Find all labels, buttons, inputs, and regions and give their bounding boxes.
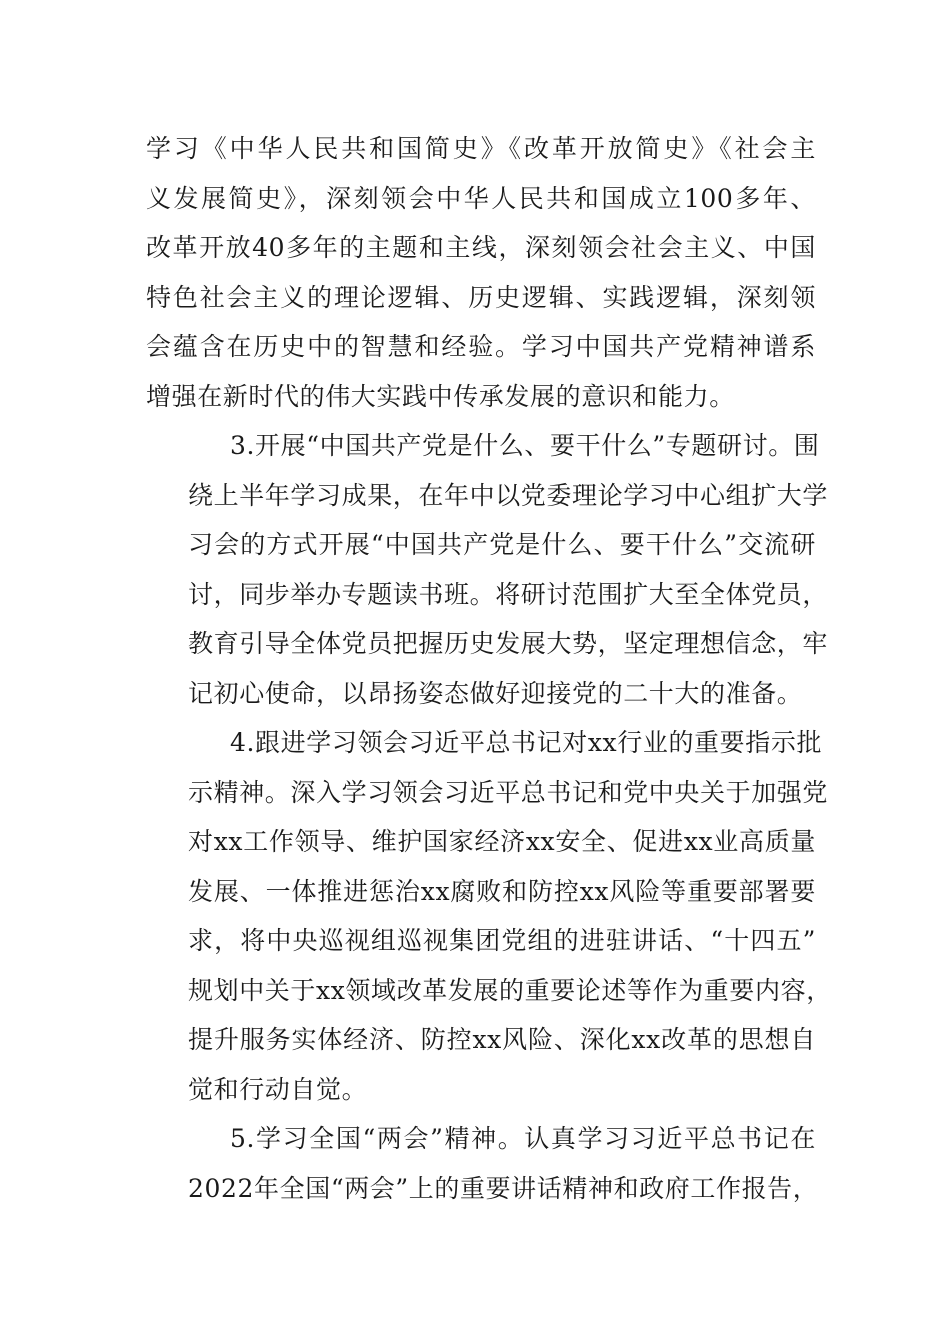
text-line: 2022年全国“两会”上的重要讲话精神和政府工作报告， xyxy=(188,1173,819,1203)
text-line: 示精神。深入学习领会习近平总书记和党中央关于加强党 xyxy=(188,777,829,807)
text-line: 3.开展“中国共产党是什么、要干什么”专题研讨。围 xyxy=(230,431,820,460)
text-line: 4.跟进学习领会习近平总书记对xx行业的重要指示批 xyxy=(230,728,823,757)
text-line: 求，将中央巡视组巡视集团党组的进驻讲话、“十四五” xyxy=(188,926,816,955)
text-line: 改革开放40多年的主题和主线，深刻领会社会主义、中国 xyxy=(146,233,816,262)
text-line: 讨，同步举办专题读书班。将研讨范围扩大至全体党员， xyxy=(188,579,829,609)
text-line: 习会的方式开展“中国共产党是什么、要干什么”交流研 xyxy=(188,530,816,559)
text-line: 绕上半年学习成果，在年中以党委理论学习中心组扩大学 xyxy=(188,480,829,510)
text-line: 会蕴含在历史中的智慧和经验。学习中国共产党精神谱系 xyxy=(146,332,816,361)
paragraph-1 xyxy=(146,124,816,421)
text-line: 教育引导全体党员把握历史发展大势，坚定理想信念，牢 xyxy=(188,629,829,658)
text-line: 对xx工作领导、维护国家经济xx安全、促进xx业高质量 xyxy=(188,827,816,856)
text-line: 提升服务实体经济、防控xx风险、深化xx改革的思想自 xyxy=(188,1025,816,1054)
paragraph-2 xyxy=(146,421,829,718)
text-line: 发展、一体推进惩治xx腐败和防控xx风险等重要部署要 xyxy=(188,876,816,906)
text-line: 增强在新时代的伟大实践中传承发展的意识和能力。 xyxy=(146,381,735,411)
text-line: 记初心使命，以昂扬姿态做好迎接党的二十大的准备。 xyxy=(188,678,803,708)
text-line: 规划中关于xx领域改革发展的重要论述等作为重要内容， xyxy=(188,975,832,1005)
paragraph-3 xyxy=(146,718,832,1114)
document-body xyxy=(146,124,832,1213)
text-line: 学习《中华人民共和国简史》《改革开放简史》《社会主 xyxy=(146,134,816,163)
text-line: 觉和行动自觉。 xyxy=(188,1074,368,1104)
text-line: 特色社会主义的理论逻辑、历史逻辑、实践逻辑，深刻领 xyxy=(146,282,816,312)
text-line: 义发展简史》，深刻领会中华人民共和国成立100多年、 xyxy=(146,183,816,213)
text-line: 5.学习全国“两会”精神。认真学习习近平总书记在 xyxy=(230,1124,816,1153)
paragraph-4 xyxy=(146,1114,819,1213)
